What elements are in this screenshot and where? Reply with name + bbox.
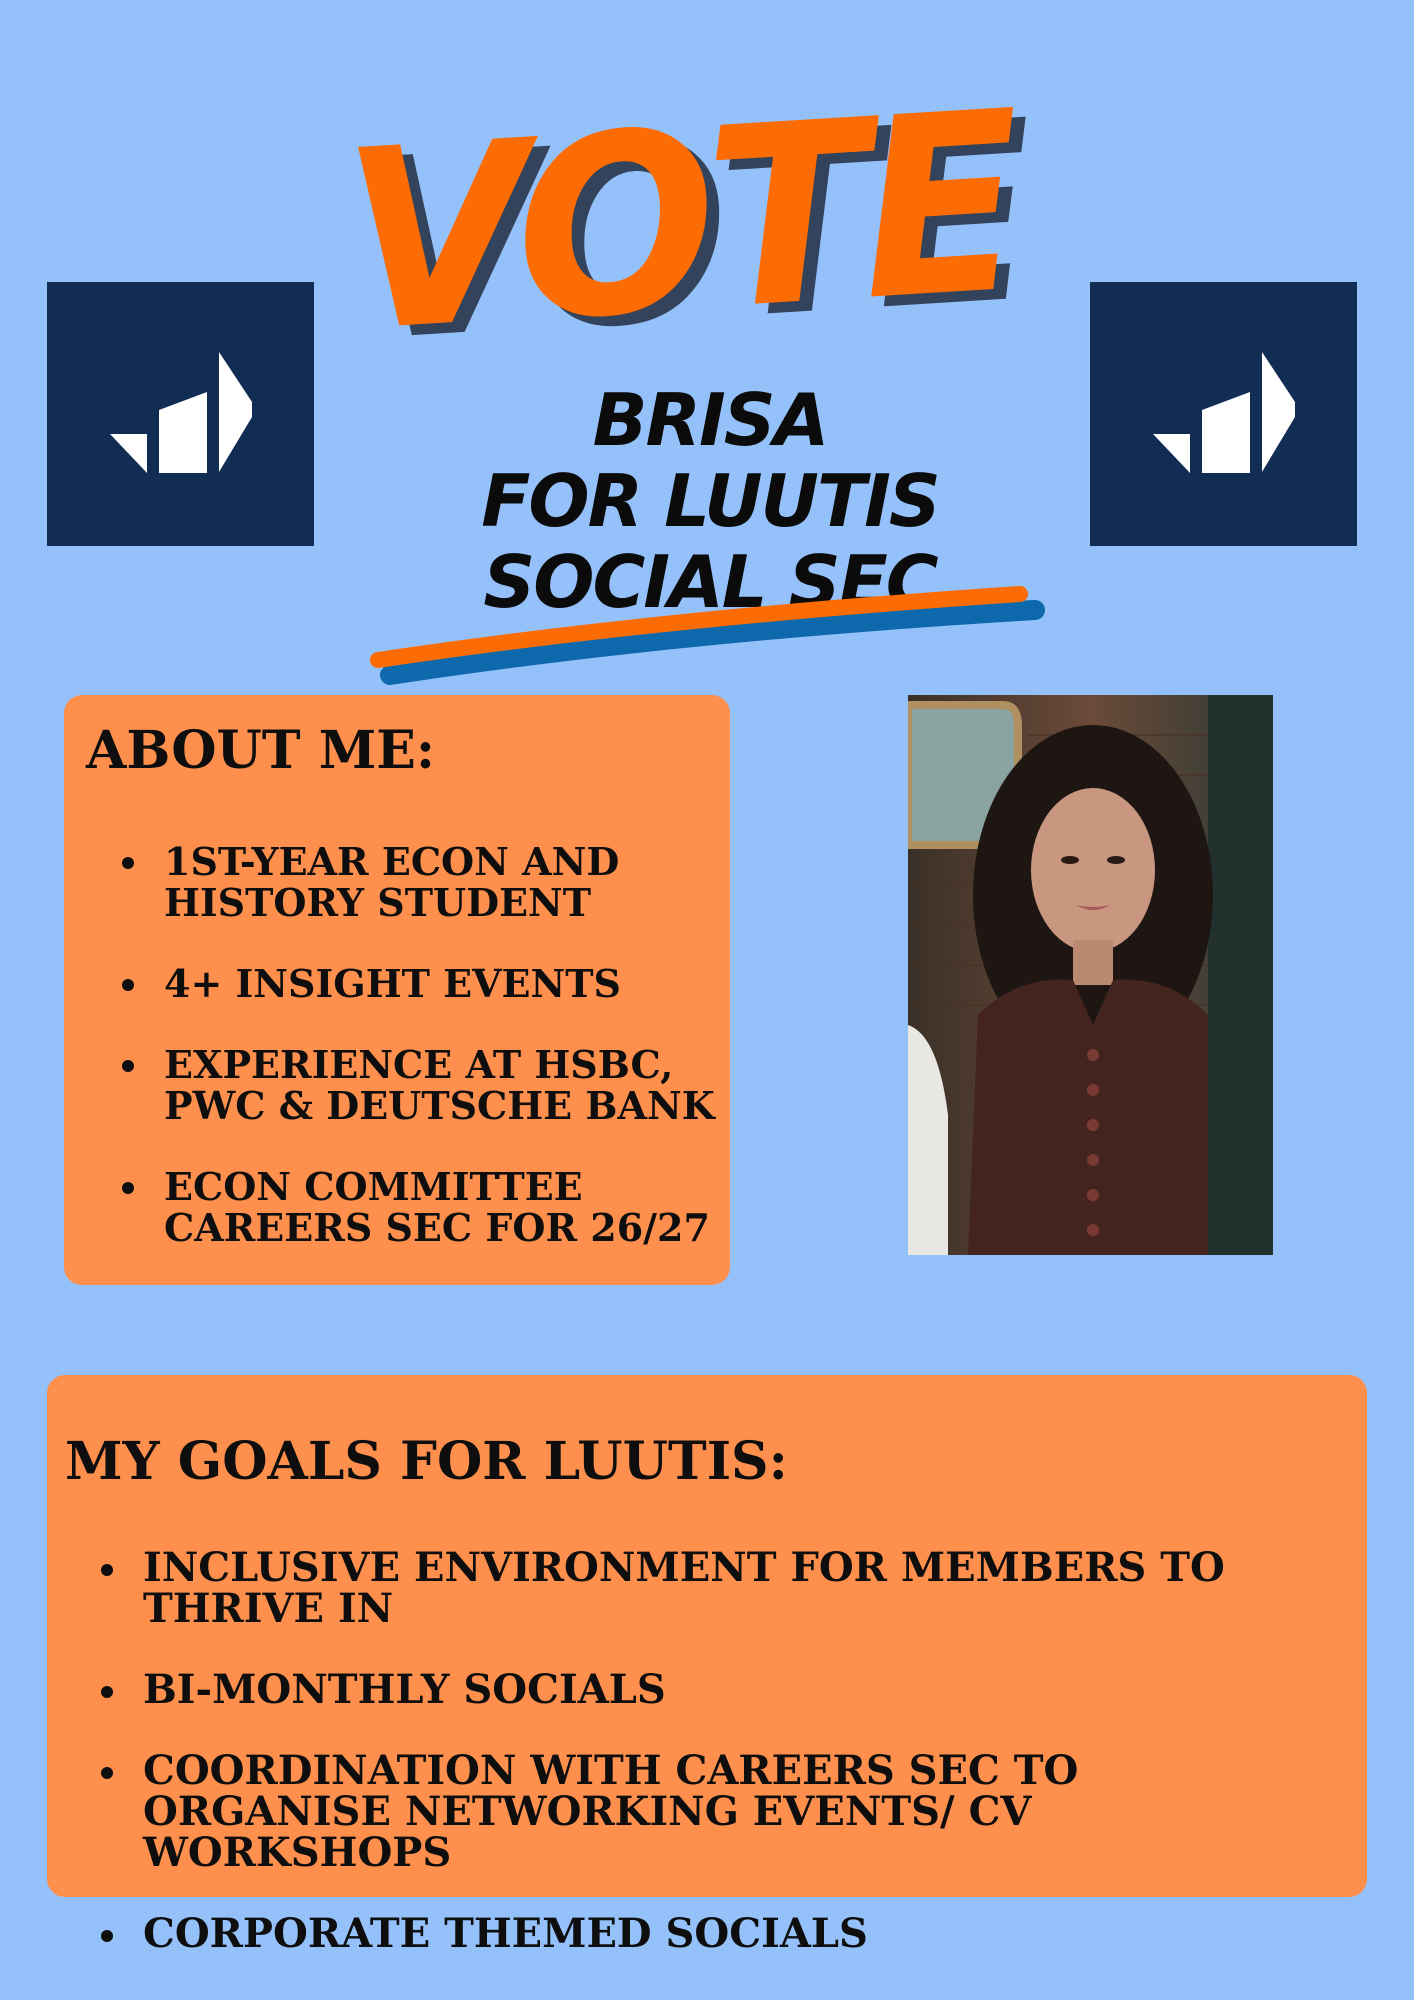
- underline-swoosh: [370, 580, 1050, 690]
- about-panel: [64, 695, 730, 1285]
- goals-panel: [47, 1375, 1367, 1957]
- candidate-role: SOCIAL SEC: [483, 540, 937, 624]
- list-item: BI-MONTHLY SOCIALS: [101, 1669, 1351, 1710]
- goals-title: MY GOALS FOR LUUTIS:: [65, 1431, 788, 1492]
- right-logo-icon: [1090, 282, 1357, 546]
- list-item: EXPERIENCE AT HSBC, PWC & DEUTSCHE BANK: [122, 1044, 722, 1126]
- about-list: [122, 841, 722, 1288]
- list-item: INCLUSIVE ENVIRONMENT FOR MEMBERS TO THRIVE IN: [101, 1547, 1351, 1629]
- about-title: ABOUT ME:: [86, 720, 436, 781]
- left-logo-icon: [47, 282, 314, 546]
- list-item: 4+ INSIGHT EVENTS: [122, 963, 722, 1004]
- list-item: COORDINATION WITH CAREERS SEC TO ORGANISE NETWORKING EVENTS/ CV WORKSHOPS: [101, 1750, 1283, 1873]
- list-item: ECON COMMITTEE CAREERS SEC FOR 26/27: [122, 1166, 722, 1248]
- vote-heading-container: [330, 57, 1030, 388]
- vote-heading: VOTE: [337, 57, 1023, 388]
- goals-list: [101, 1544, 1351, 1994]
- list-item: CORPORATE THEMED SOCIALS: [101, 1913, 1351, 1954]
- candidate-organisation: FOR LUUTIS: [481, 459, 939, 543]
- candidate-name: BRISA: [592, 378, 828, 462]
- candidate-photo: [908, 695, 1273, 1255]
- list-item: 1ST-YEAR ECON AND HISTORY STUDENT: [122, 841, 722, 923]
